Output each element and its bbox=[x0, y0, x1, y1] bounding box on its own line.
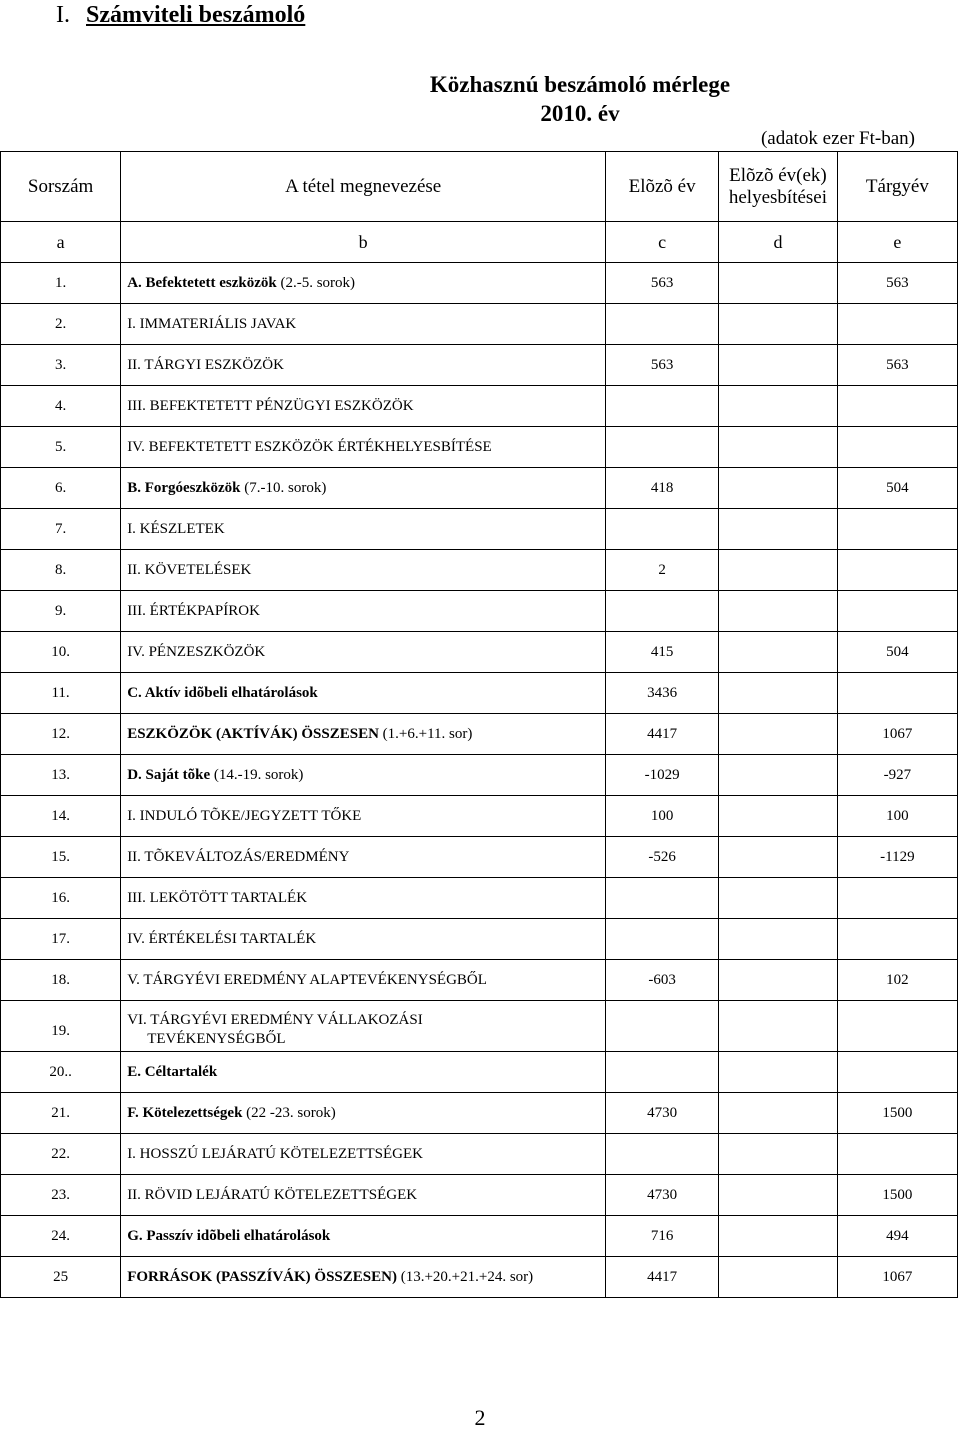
row-description-lead: D. Saját tõke bbox=[127, 766, 211, 783]
report-title: Közhasznú beszámoló mérlege bbox=[429, 72, 731, 97]
col-header-targyev: Tárgyév bbox=[837, 152, 957, 222]
row-current-year: 100 bbox=[837, 796, 957, 837]
row-prev-year bbox=[606, 919, 719, 960]
row-prev-year bbox=[606, 1052, 719, 1093]
table-row bbox=[1, 1052, 958, 1093]
table-row bbox=[1, 673, 958, 714]
row-current-year: 102 bbox=[837, 960, 957, 1001]
row-prev-year bbox=[606, 1001, 719, 1052]
row-number: 21. bbox=[1, 1093, 121, 1134]
row-prev-year bbox=[606, 509, 719, 550]
col-header-helyesbites-line2: helyesbítései bbox=[728, 186, 828, 208]
table-row bbox=[1, 345, 958, 386]
row-description-text: VI. TÁRGYÉVI EREDMÉNY VÁLLAKOZÁSI bbox=[127, 1012, 423, 1028]
row-prev-year bbox=[606, 878, 719, 919]
row-number: 1. bbox=[1, 263, 121, 304]
row-description-text: I. HOSSZÚ LEJÁRATÚ KÖTELEZETTSÉGEK bbox=[127, 1145, 423, 1162]
row-prev-year bbox=[606, 591, 719, 632]
row-description-text: V. TÁRGYÉVI EREDMÉNY ALAPTEVÉKENYSÉGBŐL bbox=[127, 971, 487, 988]
row-number: 8. bbox=[1, 550, 121, 591]
row-description-text: (1.+6.+11. sor) bbox=[378, 725, 473, 742]
row-description bbox=[121, 837, 606, 878]
row-number: 9. bbox=[1, 591, 121, 632]
table-row bbox=[1, 632, 958, 673]
row-prev-year: -1029 bbox=[606, 755, 719, 796]
table-row bbox=[1, 427, 958, 468]
row-prev-year: 716 bbox=[606, 1216, 719, 1257]
table-row bbox=[1, 714, 958, 755]
table-row bbox=[1, 1093, 958, 1134]
row-description-lead: ESZKÖZÖK (AKTÍVÁK) ÖSSZESEN bbox=[127, 725, 379, 742]
col-header-megnevezes: A tétel megnevezése bbox=[121, 152, 606, 222]
row-prev-year: 4730 bbox=[606, 1093, 719, 1134]
row-number: 19. bbox=[1, 1001, 121, 1052]
row-number: 24. bbox=[1, 1216, 121, 1257]
row-number: 20.. bbox=[1, 1052, 121, 1093]
table-row bbox=[1, 386, 958, 427]
letter-a: a bbox=[1, 222, 121, 263]
row-correction bbox=[719, 304, 838, 345]
row-number: 23. bbox=[1, 1175, 121, 1216]
header-row bbox=[1, 152, 958, 222]
row-description-text: II. RÖVID LEJÁRATÚ KÖTELEZETTSÉGEK bbox=[127, 1186, 418, 1203]
row-correction bbox=[719, 960, 838, 1001]
row-correction bbox=[719, 509, 838, 550]
letter-row bbox=[1, 222, 958, 263]
letter-e: e bbox=[837, 222, 957, 263]
row-current-year bbox=[837, 509, 957, 550]
table-row bbox=[1, 919, 958, 960]
row-correction bbox=[719, 550, 838, 591]
row-current-year bbox=[837, 386, 957, 427]
row-correction bbox=[719, 755, 838, 796]
row-description bbox=[121, 304, 606, 345]
row-description bbox=[121, 591, 606, 632]
report-year: 2010. év bbox=[540, 101, 620, 126]
row-current-year bbox=[837, 919, 957, 960]
row-description-text: (2.-5. sorok) bbox=[276, 274, 356, 291]
table-row bbox=[1, 1216, 958, 1257]
row-description-text: I. KÉSZLETEK bbox=[127, 520, 225, 537]
row-correction bbox=[719, 837, 838, 878]
row-description bbox=[121, 427, 606, 468]
row-current-year bbox=[837, 1001, 957, 1052]
row-description-text: II. TÕKEVÁLTOZÁS/EREDMÉNY bbox=[127, 848, 350, 865]
table-row bbox=[1, 878, 958, 919]
row-description bbox=[121, 1134, 606, 1175]
row-prev-year bbox=[606, 427, 719, 468]
row-description bbox=[121, 1001, 606, 1052]
row-prev-year: 2 bbox=[606, 550, 719, 591]
row-current-year: 504 bbox=[837, 632, 957, 673]
row-correction bbox=[719, 714, 838, 755]
row-description-text: (22 -23. sorok) bbox=[242, 1104, 336, 1121]
row-prev-year bbox=[606, 304, 719, 345]
row-current-year bbox=[837, 550, 957, 591]
row-correction bbox=[719, 632, 838, 673]
row-current-year: -927 bbox=[837, 755, 957, 796]
row-description-lead: G. Passzív idõbeli elhatárolások bbox=[127, 1227, 331, 1244]
row-current-year: 1500 bbox=[837, 1093, 957, 1134]
table-row bbox=[1, 960, 958, 1001]
row-number: 4. bbox=[1, 386, 121, 427]
row-current-year: 504 bbox=[837, 468, 957, 509]
row-prev-year bbox=[606, 1134, 719, 1175]
row-current-year bbox=[837, 673, 957, 714]
row-description bbox=[121, 919, 606, 960]
row-description-text: IV. BEFEKTETETT ESZKÖZÖK ÉRTÉKHELYESBÍTÉSE bbox=[127, 438, 492, 455]
row-description-text: II. KÖVETELÉSEK bbox=[127, 561, 252, 578]
section-heading bbox=[56, 2, 305, 29]
row-description bbox=[121, 1052, 606, 1093]
row-description bbox=[121, 1093, 606, 1134]
row-number: 15. bbox=[1, 837, 121, 878]
row-prev-year: 418 bbox=[606, 468, 719, 509]
row-prev-year: 415 bbox=[606, 632, 719, 673]
row-current-year: 563 bbox=[837, 263, 957, 304]
row-description bbox=[121, 468, 606, 509]
row-correction bbox=[719, 468, 838, 509]
row-prev-year: 100 bbox=[606, 796, 719, 837]
row-description-text: (7.-10. sorok) bbox=[240, 479, 327, 496]
col-header-helyesbites bbox=[719, 152, 838, 222]
row-number: 2. bbox=[1, 304, 121, 345]
row-description-lead: C. Aktív idõbeli elhatárolások bbox=[127, 684, 318, 701]
row-prev-year: 563 bbox=[606, 263, 719, 304]
row-description bbox=[121, 755, 606, 796]
unit-note: (adatok ezer Ft-ban) bbox=[760, 128, 915, 149]
row-correction bbox=[719, 591, 838, 632]
row-description bbox=[121, 1216, 606, 1257]
row-current-year: 563 bbox=[837, 345, 957, 386]
row-description-text: (13.+20.+21.+24. sor) bbox=[396, 1268, 534, 1285]
row-number: 25 bbox=[1, 1257, 121, 1298]
row-current-year: 494 bbox=[837, 1216, 957, 1257]
row-current-year bbox=[837, 878, 957, 919]
section-title: Számviteli beszámoló bbox=[86, 2, 306, 28]
table-row bbox=[1, 263, 958, 304]
row-current-year bbox=[837, 1052, 957, 1093]
row-description-lead: E. Céltartalék bbox=[127, 1063, 218, 1080]
row-correction bbox=[719, 386, 838, 427]
table-row bbox=[1, 1175, 958, 1216]
row-number: 13. bbox=[1, 755, 121, 796]
letter-d: d bbox=[719, 222, 838, 263]
row-prev-year: -603 bbox=[606, 960, 719, 1001]
row-description-text: (14.-19. sorok) bbox=[210, 766, 304, 783]
row-number: 14. bbox=[1, 796, 121, 837]
row-description-text: I. IMMATERIÁLIS JAVAK bbox=[127, 315, 297, 332]
row-description-text: III. BEFEKTETETT PÉNZÜGYI ESZKÖZÖK bbox=[127, 397, 414, 414]
row-description bbox=[121, 509, 606, 550]
row-number: 18. bbox=[1, 960, 121, 1001]
row-description bbox=[121, 1175, 606, 1216]
row-description-text: II. TÁRGYI ESZKÖZÖK bbox=[127, 356, 284, 373]
row-number: 7. bbox=[1, 509, 121, 550]
col-header-helyesbites-line1: Elõzõ év(ek) bbox=[729, 164, 827, 186]
row-correction bbox=[719, 1052, 838, 1093]
table-row bbox=[1, 796, 958, 837]
row-description-lead: A. Befektetett eszközök bbox=[127, 274, 277, 291]
row-description-text: I. INDULÓ TÕKE/JEGYZETT TŐKE bbox=[127, 807, 362, 824]
row-correction bbox=[719, 673, 838, 714]
table-row bbox=[1, 509, 958, 550]
row-current-year: 1067 bbox=[837, 714, 957, 755]
row-description-text: IV. ÉRTÉKELÉSI TARTALÉK bbox=[127, 930, 317, 947]
row-description-text: IV. PÉNZESZKÖZÖK bbox=[127, 643, 266, 660]
row-correction bbox=[719, 878, 838, 919]
row-correction bbox=[719, 345, 838, 386]
row-number: 17. bbox=[1, 919, 121, 960]
letter-c: c bbox=[606, 222, 719, 263]
row-description bbox=[121, 345, 606, 386]
row-current-year: 1067 bbox=[837, 1257, 957, 1298]
row-prev-year: 3436 bbox=[606, 673, 719, 714]
row-prev-year bbox=[606, 386, 719, 427]
row-prev-year: -526 bbox=[606, 837, 719, 878]
row-description-text: III. ÉRTÉKPAPÍROK bbox=[127, 602, 260, 619]
row-description-text: III. LEKÖTÖTT TARTALÉK bbox=[127, 889, 308, 906]
row-correction bbox=[719, 919, 838, 960]
row-current-year bbox=[837, 304, 957, 345]
row-description bbox=[121, 796, 606, 837]
row-description-text-line2: TEVÉKENYSÉGBŐL bbox=[147, 1031, 286, 1047]
row-description bbox=[121, 878, 606, 919]
table-row bbox=[1, 1001, 958, 1052]
row-description bbox=[121, 263, 606, 304]
table-row bbox=[1, 550, 958, 591]
row-description bbox=[121, 386, 606, 427]
table-row bbox=[1, 837, 958, 878]
table-row bbox=[1, 1257, 958, 1298]
letter-b: b bbox=[121, 222, 606, 263]
balance-sheet-table bbox=[0, 151, 958, 1298]
row-number: 12. bbox=[1, 714, 121, 755]
row-correction bbox=[719, 1134, 838, 1175]
row-description bbox=[121, 1257, 606, 1298]
row-correction bbox=[719, 427, 838, 468]
row-description-lead: B. Forgóeszközök bbox=[127, 479, 241, 496]
row-description-lead: FORRÁSOK (PASSZÍVÁK) ÖSSZESEN) bbox=[127, 1268, 397, 1285]
row-number: 22. bbox=[1, 1134, 121, 1175]
row-correction bbox=[719, 1001, 838, 1052]
section-number: I. bbox=[56, 2, 70, 28]
row-current-year bbox=[837, 427, 957, 468]
row-prev-year: 4417 bbox=[606, 1257, 719, 1298]
row-number: 10. bbox=[1, 632, 121, 673]
row-prev-year: 563 bbox=[606, 345, 719, 386]
row-correction bbox=[719, 1093, 838, 1134]
row-number: 6. bbox=[1, 468, 121, 509]
row-number: 5. bbox=[1, 427, 121, 468]
row-number: 3. bbox=[1, 345, 121, 386]
row-correction bbox=[719, 1175, 838, 1216]
table-row bbox=[1, 1134, 958, 1175]
table-row bbox=[1, 591, 958, 632]
row-correction bbox=[719, 1257, 838, 1298]
table-row bbox=[1, 468, 958, 509]
row-prev-year: 4417 bbox=[606, 714, 719, 755]
col-header-sorszam: Sorszám bbox=[1, 152, 121, 222]
row-description-lead: F. Kötelezettségek bbox=[127, 1104, 243, 1121]
row-correction bbox=[719, 1216, 838, 1257]
row-description bbox=[121, 550, 606, 591]
row-description bbox=[121, 632, 606, 673]
row-current-year bbox=[837, 1134, 957, 1175]
table-row bbox=[1, 755, 958, 796]
row-description bbox=[121, 673, 606, 714]
col-header-elozo-ev: Elõzõ év bbox=[606, 152, 719, 222]
row-correction bbox=[719, 263, 838, 304]
row-description bbox=[121, 714, 606, 755]
row-current-year bbox=[837, 591, 957, 632]
row-prev-year: 4730 bbox=[606, 1175, 719, 1216]
row-description bbox=[121, 960, 606, 1001]
row-number: 11. bbox=[1, 673, 121, 714]
row-current-year: 1500 bbox=[837, 1175, 957, 1216]
row-correction bbox=[719, 796, 838, 837]
row-number: 16. bbox=[1, 878, 121, 919]
page-number: 2 bbox=[474, 1405, 486, 1430]
table-row bbox=[1, 304, 958, 345]
row-current-year: -1129 bbox=[837, 837, 957, 878]
